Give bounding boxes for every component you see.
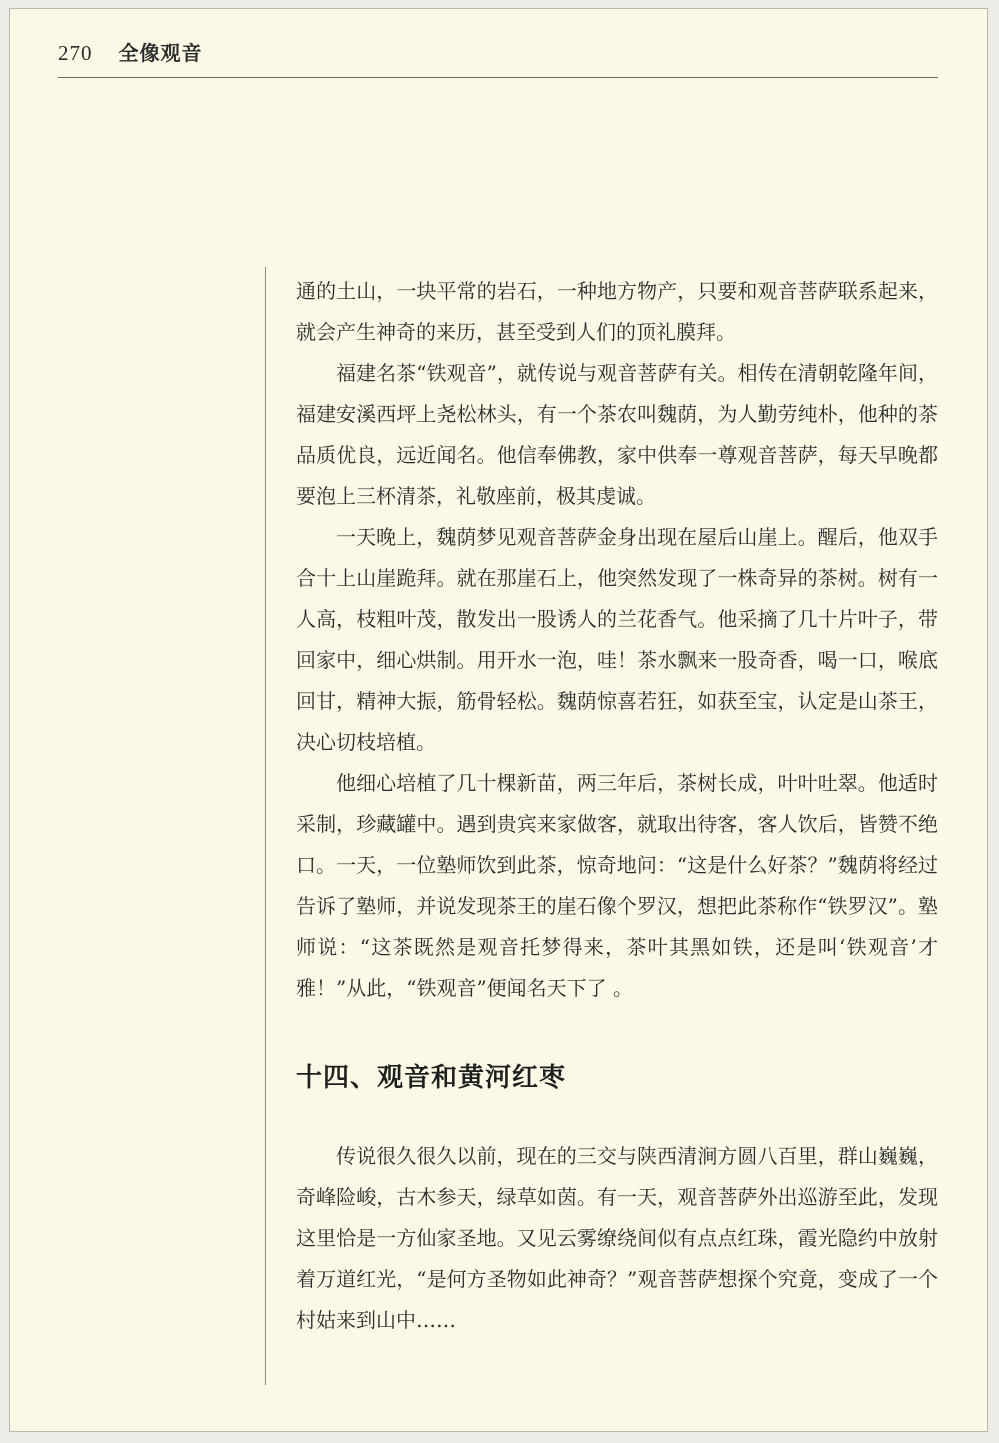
page-header: [58, 37, 938, 77]
paragraph-red-dates: 传说很久很久以前，现在的三交与陕西清涧方圆八百里，群山巍巍，奇峰险峻，古木参天，绿草如茵。有一天，观音菩萨外出巡游至此，发现这里恰是一方仙家圣地。又见云雾缭绕间似有点点红珠，霞光隐约中放射着万道红光，“是何方圣物如此神奇？”观音菩萨想探个究竟，变成了一个村姑来到山中……: [296, 1144, 938, 1332]
running-title: 全像观音: [118, 41, 203, 65]
page-content: [296, 271, 938, 1341]
paragraph-tieguanyin-intro: 福建名茶“铁观音”，就传说与观音菩萨有关。相传在清朝乾隆年间，福建安溪西坪上尧松林头，有一个茶农叫魏荫，为人勤劳纯朴，他种的茶品质优良，远近闻名。他信奉佛教，家中供奉一尊观音菩萨，每天早晚都要泡上三杯清茶，礼敬座前，极其虔诚。: [296, 361, 938, 508]
paragraph-continuation: 通的土山，一块平常的岩石，一种地方物产，只要和观音菩萨联系起来，就会产生神奇的来历，甚至受到人们的顶礼膜拜。: [296, 279, 938, 344]
paragraph-naming: 他细心培植了几十棵新苗，两三年后，茶树长成，叶叶吐翠。他适时采制，珍藏罐中。遇到贵宾来家做客，就取出待客，客人饮后，皆赞不绝口。一天，一位塾师饮到此茶，惊奇地问：“这是什么好茶？”魏荫将经过告诉了塾师，并说发现茶王的崖石像个罗汉，想把此茶称作“铁罗汉”。塾师说：“这茶既然是观音托梦得来，茶叶其黑如铁，还是叫‘铁观音’才雅！”从此，“铁观音”便闻名天下了 。: [296, 771, 938, 1000]
book-page: [9, 8, 988, 1432]
section-heading: 十四、观音和黄河红枣: [296, 1063, 567, 1093]
header-divider: [58, 77, 938, 78]
page-number: 270: [58, 41, 93, 65]
paragraph-dream: 一天晚上，魏荫梦见观音菩萨金身出现在屋后山崖上。醒后，他双手合十上山崖跪拜。就在那崖石上，他突然发现了一株奇异的茶树。树有一人高，枝粗叶茂，散发出一股诱人的兰花香气。他采摘了几十片叶子，带回家中，细心烘制。用开水一泡，哇！茶水飘来一股奇香，喝一口，喉底回甘，精神大振，筋骨轻松。魏荫惊喜若狂，如获至宝，认定是山茶王，决心切枝培植。: [296, 525, 938, 754]
margin-rule: [265, 267, 266, 1385]
